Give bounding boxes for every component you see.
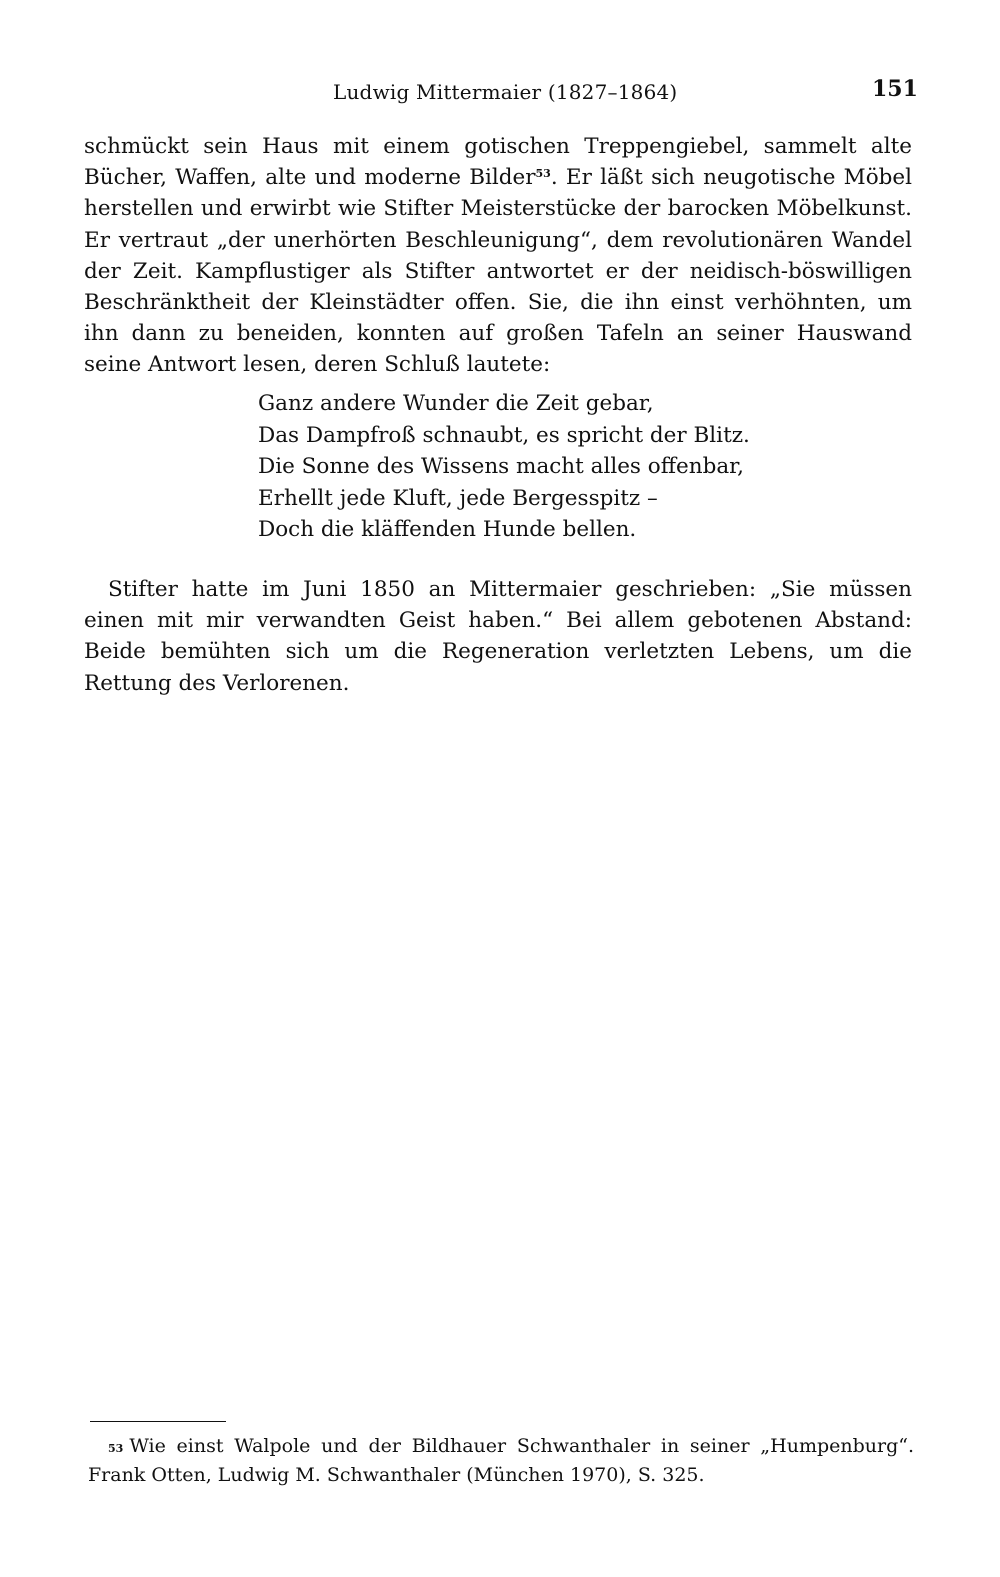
verse-line: Das Dampfroß schnaubt, es spricht der Blitz. — [258, 422, 750, 448]
body-paragraph-1 — [84, 131, 912, 381]
footnote-separator — [90, 1421, 226, 1422]
verse-line: Die Sonne des Wissens macht alles offenbar, — [258, 454, 744, 479]
body-paragraph-2: Stifter hatte im Juni 1850 an Mittermaier geschrieben: „Sie müssen einen mit mir verwandten Geist haben.“ Bei allem gebotenen Abstand: Beide bemühten sich um die Regeneration verletzten Lebens, um die Rettung des Verlorenen. — [84, 577, 912, 696]
page-number: 151 — [872, 76, 918, 102]
paragraph-1-text-a: schmückt sein Haus mit einem gotischen Treppengiebel, sammelt alte Bücher, Waffen, alte und moderne Bilder — [84, 134, 912, 191]
verse-line: Doch die kläffenden Hunde bellen. — [258, 517, 637, 542]
footnote-reference: 53 — [535, 167, 551, 181]
running-title: Ludwig Mittermaier (1827–1864) — [333, 80, 678, 104]
verse-block — [258, 388, 750, 546]
footnote-marker: 53 — [108, 1442, 124, 1455]
footnote-53 — [88, 1432, 914, 1490]
verse-line: Ganz andere Wunder die Zeit gebar, — [258, 391, 654, 416]
verse-line: Erhellt jede Kluft, jede Bergesspitz – — [258, 485, 658, 511]
footnote-text: Wie einst Walpole und der Bildhauer Schwanthaler in seiner „Humpenburg“. Frank Otten, Ludwig M. Schwanthaler (München 1970), S. 325. — [88, 1435, 914, 1486]
paragraph-1-text-b: . Er läßt sich neugotische Möbel herstellen und erwirbt wie Stifter Meisterstücke der barocken Möbelkunst. Er vertraut „der unerhörten Beschleunigung“, dem revolutionären Wandel der Zeit. Kampflustiger als Stifter antwortet er der neidisch-böswilligen Beschränktheit der Kleinstädter offen. Sie, die ihn einst verhöhnten, um ihn dann zu beneiden, konnten auf großen Tafeln an seiner Hauswand seine Antwort lesen, deren Schluß lautete: — [84, 165, 913, 378]
